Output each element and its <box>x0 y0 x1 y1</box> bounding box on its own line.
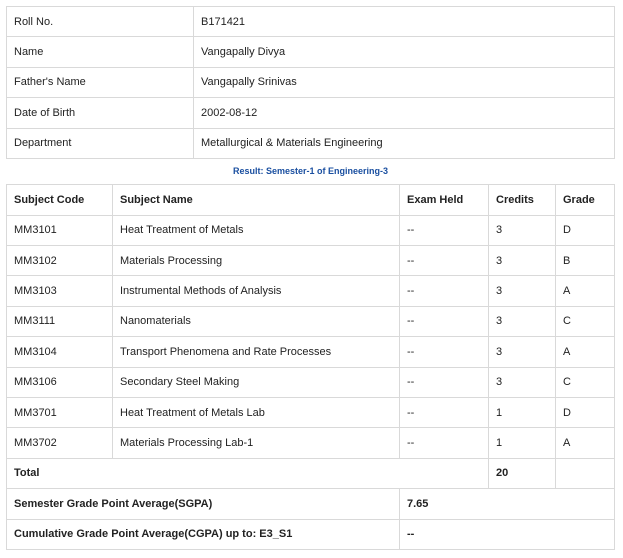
subject-name-cell: Heat Treatment of Metals <box>113 215 400 245</box>
grade-cell: D <box>556 397 615 427</box>
subject-code-cell: MM3101 <box>7 215 113 245</box>
info-label: Name <box>7 37 194 67</box>
subject-code-cell: MM3104 <box>7 337 113 367</box>
info-label: Roll No. <box>7 7 194 37</box>
info-row-father <box>7 67 615 97</box>
exam-held-cell: -- <box>400 306 489 336</box>
sgpa-row <box>7 489 615 519</box>
total-grade-empty <box>556 458 615 488</box>
credits-cell: 1 <box>489 428 556 458</box>
subject-code-cell: MM3702 <box>7 428 113 458</box>
exam-held-cell: -- <box>400 215 489 245</box>
sgpa-value: 7.65 <box>400 489 615 519</box>
info-row-name <box>7 37 615 67</box>
total-row <box>7 458 615 488</box>
info-value: 2002-08-12 <box>194 98 615 128</box>
info-row-roll <box>7 7 615 37</box>
subject-name-cell: Heat Treatment of Metals Lab <box>113 397 400 427</box>
info-label: Father's Name <box>7 67 194 97</box>
credits-cell: 1 <box>489 397 556 427</box>
exam-held-cell: -- <box>400 428 489 458</box>
subject-row <box>7 276 615 306</box>
subject-code-cell: MM3701 <box>7 397 113 427</box>
grade-cell: A <box>556 428 615 458</box>
subject-row <box>7 306 615 336</box>
credits-cell: 3 <box>489 306 556 336</box>
cgpa-label: Cumulative Grade Point Average(CGPA) up to: E3_S1 <box>7 519 400 549</box>
exam-held-cell: -- <box>400 397 489 427</box>
cgpa-value: -- <box>400 519 615 549</box>
grade-cell: B <box>556 245 615 275</box>
subject-code-cell: MM3102 <box>7 245 113 275</box>
subject-name-cell: Instrumental Methods of Analysis <box>113 276 400 306</box>
subject-code-cell: MM3103 <box>7 276 113 306</box>
exam-held-cell: -- <box>400 276 489 306</box>
grade-cell: D <box>556 215 615 245</box>
credits-cell: 3 <box>489 367 556 397</box>
grade-cell: C <box>556 367 615 397</box>
col-grade: Grade <box>556 185 615 216</box>
info-row-department <box>7 128 615 158</box>
subject-row <box>7 367 615 397</box>
credits-cell: 3 <box>489 245 556 275</box>
subject-row <box>7 245 615 275</box>
subject-code-cell: MM3106 <box>7 367 113 397</box>
credits-cell: 3 <box>489 276 556 306</box>
exam-held-cell: -- <box>400 337 489 367</box>
info-value: Vangapally Divya <box>194 37 615 67</box>
subject-code-cell: MM3111 <box>7 306 113 336</box>
cgpa-row <box>7 519 615 549</box>
col-credits: Credits <box>489 185 556 216</box>
subject-name-cell: Materials Processing <box>113 245 400 275</box>
info-value: B171421 <box>194 7 615 37</box>
credits-cell: 3 <box>489 215 556 245</box>
grade-cell: A <box>556 337 615 367</box>
info-value: Metallurgical & Materials Engineering <box>194 128 615 158</box>
grade-cell: A <box>556 276 615 306</box>
grades-header-row <box>7 185 615 216</box>
info-value: Vangapally Srinivas <box>194 67 615 97</box>
sgpa-label: Semester Grade Point Average(SGPA) <box>7 489 400 519</box>
exam-held-cell: -- <box>400 245 489 275</box>
subject-row <box>7 215 615 245</box>
subject-row <box>7 337 615 367</box>
subject-name-cell: Secondary Steel Making <box>113 367 400 397</box>
subject-name-cell: Transport Phenomena and Rate Processes <box>113 337 400 367</box>
total-label: Total <box>7 458 489 488</box>
info-row-dob <box>7 98 615 128</box>
subject-name-cell: Nanomaterials <box>113 306 400 336</box>
exam-held-cell: -- <box>400 367 489 397</box>
student-info-table <box>6 6 615 159</box>
credits-cell: 3 <box>489 337 556 367</box>
col-subject-name: Subject Name <box>113 185 400 216</box>
col-exam-held: Exam Held <box>400 185 489 216</box>
col-subject-code: Subject Code <box>7 185 113 216</box>
subject-row <box>7 428 615 458</box>
info-label: Department <box>7 128 194 158</box>
result-title: Result: Semester-1 of Engineering-3 <box>232 166 389 176</box>
subject-row <box>7 397 615 427</box>
grades-table <box>6 184 615 550</box>
total-credits: 20 <box>489 458 556 488</box>
subject-name-cell: Materials Processing Lab-1 <box>113 428 400 458</box>
info-label: Date of Birth <box>7 98 194 128</box>
grade-cell: C <box>556 306 615 336</box>
